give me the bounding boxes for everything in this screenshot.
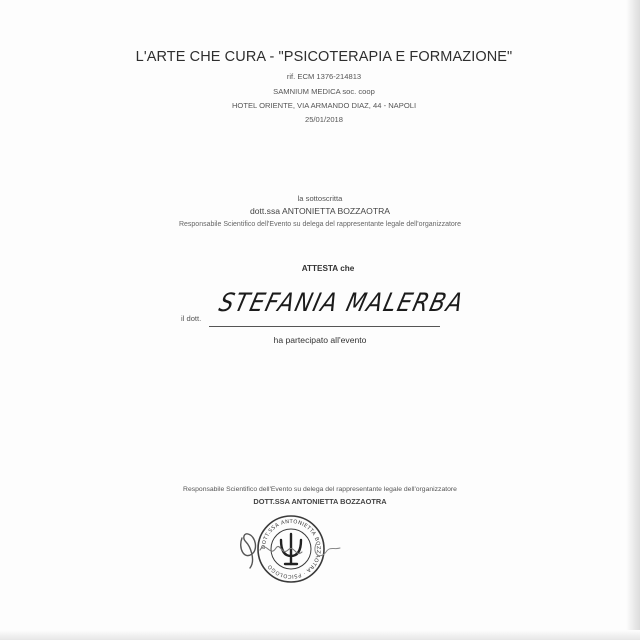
undersigned-role: Responsabile Scientifico dell'Evento su delega del rappresentante legale dell'organizzatore [178,221,462,228]
participation-statement: ha partecipato all'evento [273,335,367,345]
handwritten-signature [236,520,346,570]
event-address: HOTEL ORIENTE, VIA ARMANDO DIAZ, 44 - NAPOLI [231,101,417,110]
ecm-reference: rif. ECM 1376-214813 [286,72,362,81]
page-edge-shadow-bottom [0,630,640,640]
organizer-name: SAMNIUM MEDICA soc. coop [273,87,375,96]
participant-prefix: il dott. [181,314,202,323]
attests-heading: ATTESTA che [301,264,355,273]
undersigned-name: dott.ssa ANTONIETTA BOZZAOTRA [249,206,391,216]
document-title: L'ARTE CHE CURA - "PSICOTERAPIA E FORMAZIONE" [135,49,513,65]
participant-name-line [209,326,440,327]
footer-name: DOTT.SSA ANTONIETTA BOZZAOTRA [253,497,387,506]
undersigned-label: la sottoscritta [297,194,343,203]
page-edge-shadow-right [626,0,640,640]
stamp-text: DOTT.SSA ANTONIETTA BOZZAOTRA · PSICOLOGO [260,518,322,580]
participant-name-handwritten: STEFANIA MALERBA [216,289,468,318]
event-date: 25/01/2018 [304,115,343,124]
footer-role: Responsabile Scientifico dell'Evento su delega del rappresentante legale dell'organizzatore [183,486,457,493]
